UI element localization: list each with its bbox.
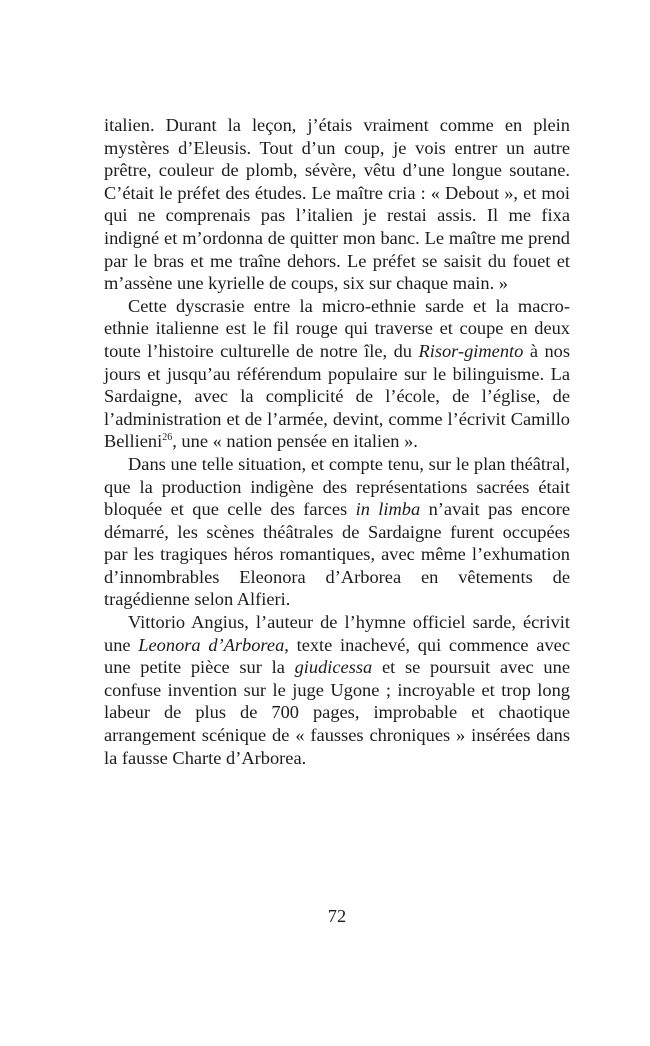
paragraph-3 — [104, 453, 570, 611]
page-number: 72 — [327, 906, 347, 926]
text-run: Dans une telle situation, et compte tenu, sur le plan théâtral, que la production indigène des représentations sacrées était bloquée et que celle des farces — [104, 453, 570, 520]
page-body — [104, 114, 570, 769]
text-run: Cette dyscrasie entre la micro-ethnie sarde et la macro-ethnie italienne est le fil rouge qui traverse et coupe en deux toute l’histoire culturelle de notre île, du — [104, 295, 570, 361]
text-run: , une « nation pensée en italien ». — [172, 431, 418, 452]
text-run: et se poursuit avec une confuse invention sur le juge Ugone ; incroyable et trop long labeur de plus de 700 pages, improbable et chaotique arrangement scénique de « fausses chroniques » insérées dans la fausse Charte d’Arborea. — [104, 657, 570, 768]
italic-run: Risor-gimento — [418, 340, 524, 361]
paragraph-1 — [104, 114, 570, 295]
text-run: italien. Durant la leçon, j’étais vraiment comme en plein mystères d’Eleusis. Tout d’un coup, je vois entrer un autre prêtre, couleur de plomb, sévère, vêtu d’une longue soutane. C’était le préfet des études. Le maître cria : « Debout », et moi qui ne comprenais pas l’italien je restai assis. Il me fixa indigné et m’ordonna de quitter mon banc. Le maître me prend par le bras et me traîne dehors. Le préfet se saisit du fouet et m’assène une kyrielle de coups, six sur chaque main. » — [104, 115, 570, 294]
text-run: , texte inachevé, qui commence avec une petite pièce sur la — [104, 634, 570, 678]
footnote-reference[interactable]: 26 — [162, 432, 173, 444]
italic-run: giudicessa — [294, 657, 373, 678]
italic-run: in limba — [355, 499, 421, 520]
paragraph-4 — [104, 611, 570, 769]
paragraph-2 — [104, 295, 570, 453]
italic-run: Leonora d’Arborea — [138, 634, 285, 655]
text-run: Vittorio Angius, l’auteur de l’hymne officiel sarde, écrivit une — [104, 612, 570, 655]
text-run: à nos jours et jusqu’au référendum populaire sur le bilinguisme. La Sardaigne, avec la complicité de l’école, de l’église, de l’administration et de l’armée, devint, comme l’écrivit Camillo Bellieni — [104, 340, 571, 452]
text-run: n’avait pas encore démarré, les scènes théâtrales de Sardaigne furent occupées par les tragiques héros romantiques, avec même l’exhumation d’innombrables Eleonora d’Arborea en vêtements de tragédienne selon Alfieri. — [104, 499, 570, 610]
